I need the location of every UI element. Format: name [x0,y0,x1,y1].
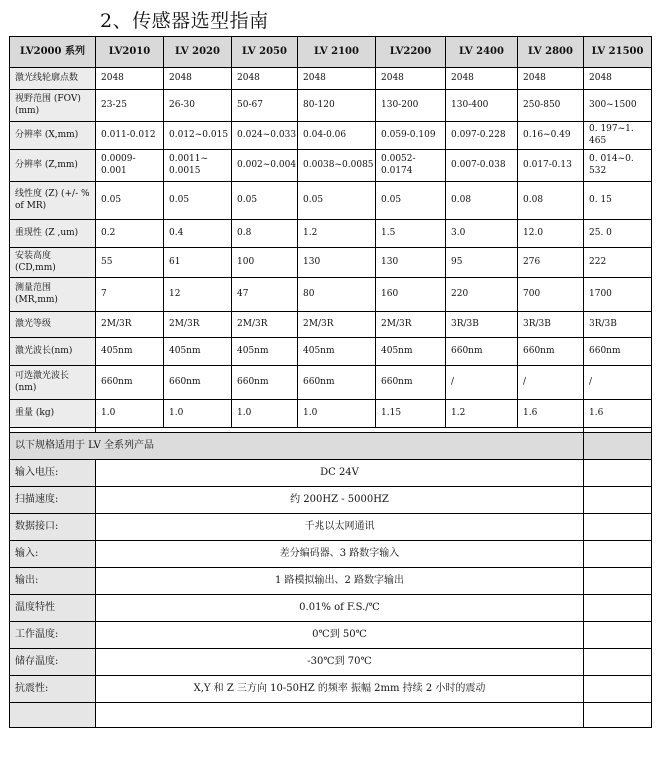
table-cell: 222 [584,248,652,278]
spec-label: 抗震性: [10,676,96,703]
general-spec-row [10,568,652,595]
spec-row [10,400,652,428]
table-cell: 2M/3R [96,312,164,338]
table-cell: 1.0 [164,400,232,428]
table-cell: 0.0009-0.001 [96,150,164,182]
table-cell: 7 [96,278,164,312]
spec-row [10,90,652,122]
table-cell: 1.6 [518,400,584,428]
table-cell: 0. 014~0. 532 [584,150,652,182]
table-cell: 100 [232,248,298,278]
table-cell: 0.059-0.109 [376,122,446,150]
table-cell: 12 [164,278,232,312]
row-label: 线性度 (Z) (+/- % of MR) [10,182,96,220]
table-cell: 3R/3B [584,312,652,338]
general-spec-row [10,514,652,541]
table-cell: 405nm [376,338,446,366]
table-cell: 2M/3R [164,312,232,338]
table-cell: 130 [376,248,446,278]
spec-label: 储存温度: [10,649,96,676]
general-spec-row [10,487,652,514]
table-cell: 50-67 [232,90,298,122]
table-cell: 700 [518,278,584,312]
table-cell: 0.097-0.228 [446,122,518,150]
blank-row [10,703,652,728]
table-cell: 2048 [584,68,652,90]
spec-value: -30℃到 70℃ [96,649,584,676]
general-spec-row [10,541,652,568]
section-title: 以下规格适用于 LV 全系列产品 [10,433,584,460]
table-cell: 130-200 [376,90,446,122]
table-cell: 1.0 [298,400,376,428]
row-label: 测量范围 (MR,mm) [10,278,96,312]
table-cell: 61 [164,248,232,278]
table-cell: 130-400 [446,90,518,122]
table-cell: / [584,366,652,400]
model-header: LV2200 [376,37,446,68]
spec-value: 约 200HZ - 5000HZ [96,487,584,514]
table-cell: 1.2 [298,220,376,248]
row-label: 激光等级 [10,312,96,338]
spec-row [10,68,652,90]
empty-cell [584,433,652,460]
table-cell: 2048 [518,68,584,90]
table-cell: 0.04-0.06 [298,122,376,150]
table-cell: 95 [446,248,518,278]
sensor-selection-table [9,36,652,728]
table-cell: 660nm [446,338,518,366]
table-cell: 2048 [446,68,518,90]
general-spec-row [10,595,652,622]
general-spec-row [10,460,652,487]
table-cell: 80-120 [298,90,376,122]
spec-row [10,122,652,150]
table-cell: 3.0 [446,220,518,248]
table-cell: 2048 [376,68,446,90]
spec-row [10,278,652,312]
table-cell: 0.08 [518,182,584,220]
table-cell: 660nm [376,366,446,400]
empty-cell [584,514,652,541]
table-cell: 220 [446,278,518,312]
table-cell: / [518,366,584,400]
table-cell: 26-30 [164,90,232,122]
table-cell: 660nm [298,366,376,400]
spec-value: 差分编码器、3 路数字输入 [96,541,584,568]
empty-cell [96,703,584,728]
page-title: 2、传感器选型指南 [100,10,269,32]
table-cell: 2048 [96,68,164,90]
table-cell: 0.012~0.015 [164,122,232,150]
table-cell: 2M/3R [232,312,298,338]
row-label: 激光线轮廓点数 [10,68,96,90]
table-cell: 0. 15 [584,182,652,220]
general-spec-row [10,676,652,703]
table-cell: 0.011-0.012 [96,122,164,150]
table-cell: 0.2 [96,220,164,248]
table-cell: 0. 197~1. 465 [584,122,652,150]
empty-cell [584,676,652,703]
table-cell: 660nm [96,366,164,400]
table-cell: 0.05 [232,182,298,220]
table-cell: 2048 [298,68,376,90]
empty-cell [584,541,652,568]
spec-label: 扫描速度: [10,487,96,514]
spec-row [10,220,652,248]
general-spec-row [10,622,652,649]
table-cell: 300~1500 [584,90,652,122]
spec-value: X,Y 和 Z 三方向 10-50HZ 的频率 振幅 2mm 持续 2 小时的震动 [96,676,584,703]
model-header: LV 2020 [164,37,232,68]
table-cell: 1.0 [96,400,164,428]
spec-label: 温度特性 [10,595,96,622]
table-cell: 0.002~0.004 [232,150,298,182]
table-cell: 160 [376,278,446,312]
spec-value: 0.01% of F.S./℃ [96,595,584,622]
table-cell: 250-850 [518,90,584,122]
empty-cell [584,703,652,728]
table-cell: 0.0011~ 0.0015 [164,150,232,182]
table-cell: 0.4 [164,220,232,248]
spec-label: 输入电压: [10,460,96,487]
table-cell: 2048 [232,68,298,90]
model-header: LV 2800 [518,37,584,68]
model-header: LV2010 [96,37,164,68]
table-cell: / [446,366,518,400]
spec-value: 1 路模拟输出、2 路数字输出 [96,568,584,595]
table-cell: 55 [96,248,164,278]
table-cell: 0.0038~0.0085 [298,150,376,182]
spec-row [10,182,652,220]
table-cell: 12.0 [518,220,584,248]
table-cell: 23-25 [96,90,164,122]
spec-row [10,248,652,278]
row-label: 激光波长(nm) [10,338,96,366]
table-cell: 0.05 [376,182,446,220]
table-cell: 660nm [232,366,298,400]
row-label: 重现性 (Z ,um) [10,220,96,248]
row-label: 重量 (kg) [10,400,96,428]
empty-cell [584,622,652,649]
model-header: LV 2050 [232,37,298,68]
spec-label: 工作温度: [10,622,96,649]
table-cell: 405nm [232,338,298,366]
table-cell: 3R/3B [446,312,518,338]
row-label: 安装高度 (CD,mm) [10,248,96,278]
spec-row [10,366,652,400]
empty-cell [584,568,652,595]
table-cell: 1.0 [232,400,298,428]
table-cell: 660nm [518,338,584,366]
table-cell: 2M/3R [376,312,446,338]
spec-value: 千兆以太网通讯 [96,514,584,541]
table-cell: 0.08 [446,182,518,220]
table-cell: 405nm [96,338,164,366]
table-cell: 1.5 [376,220,446,248]
row-label: 可选激光波长 (nm) [10,366,96,400]
table-cell: 130 [298,248,376,278]
table-cell: 1.2 [446,400,518,428]
table-cell: 660nm [584,338,652,366]
table-cell: 0.05 [164,182,232,220]
model-header: LV 2100 [298,37,376,68]
table-cell: 0.16~0.49 [518,122,584,150]
table-cell: 2M/3R [298,312,376,338]
row-label: 分辨率 (Z,mm) [10,150,96,182]
table-cell: 276 [518,248,584,278]
table-cell: 0.007-0.038 [446,150,518,182]
empty-cell [10,703,96,728]
section-row [10,433,652,460]
spec-label: 数据接口: [10,514,96,541]
spec-value: DC 24V [96,460,584,487]
table-cell: 0.0052- 0.0174 [376,150,446,182]
table-cell: 0.05 [298,182,376,220]
table-cell: 25. 0 [584,220,652,248]
table-cell: 0.05 [96,182,164,220]
empty-cell [584,487,652,514]
table-cell: 47 [232,278,298,312]
table-cell: 405nm [298,338,376,366]
table-cell: 0.024~0.033 [232,122,298,150]
row-label: 视野范围 (FOV) (mm) [10,90,96,122]
spec-value: 0℃到 50℃ [96,622,584,649]
table-cell: 2048 [164,68,232,90]
spec-label: 输出: [10,568,96,595]
table-cell: 1.15 [376,400,446,428]
table-cell: 80 [298,278,376,312]
spec-row [10,150,652,182]
empty-cell [584,460,652,487]
general-spec-row [10,649,652,676]
table-cell: 405nm [164,338,232,366]
series-header: LV2000 系列 [10,37,96,68]
model-header: LV 2400 [446,37,518,68]
table-cell: 1.6 [584,400,652,428]
row-label: 分辨率 (X,mm) [10,122,96,150]
spec-row [10,312,652,338]
empty-cell [584,649,652,676]
model-header: LV 21500 [584,37,652,68]
spec-row [10,338,652,366]
table-cell: 0.017-0.13 [518,150,584,182]
header-row [10,37,652,68]
table-cell: 660nm [164,366,232,400]
table-cell: 3R/3B [518,312,584,338]
spec-label: 输入: [10,541,96,568]
table-cell: 1700 [584,278,652,312]
empty-cell [584,595,652,622]
table-cell: 0.8 [232,220,298,248]
